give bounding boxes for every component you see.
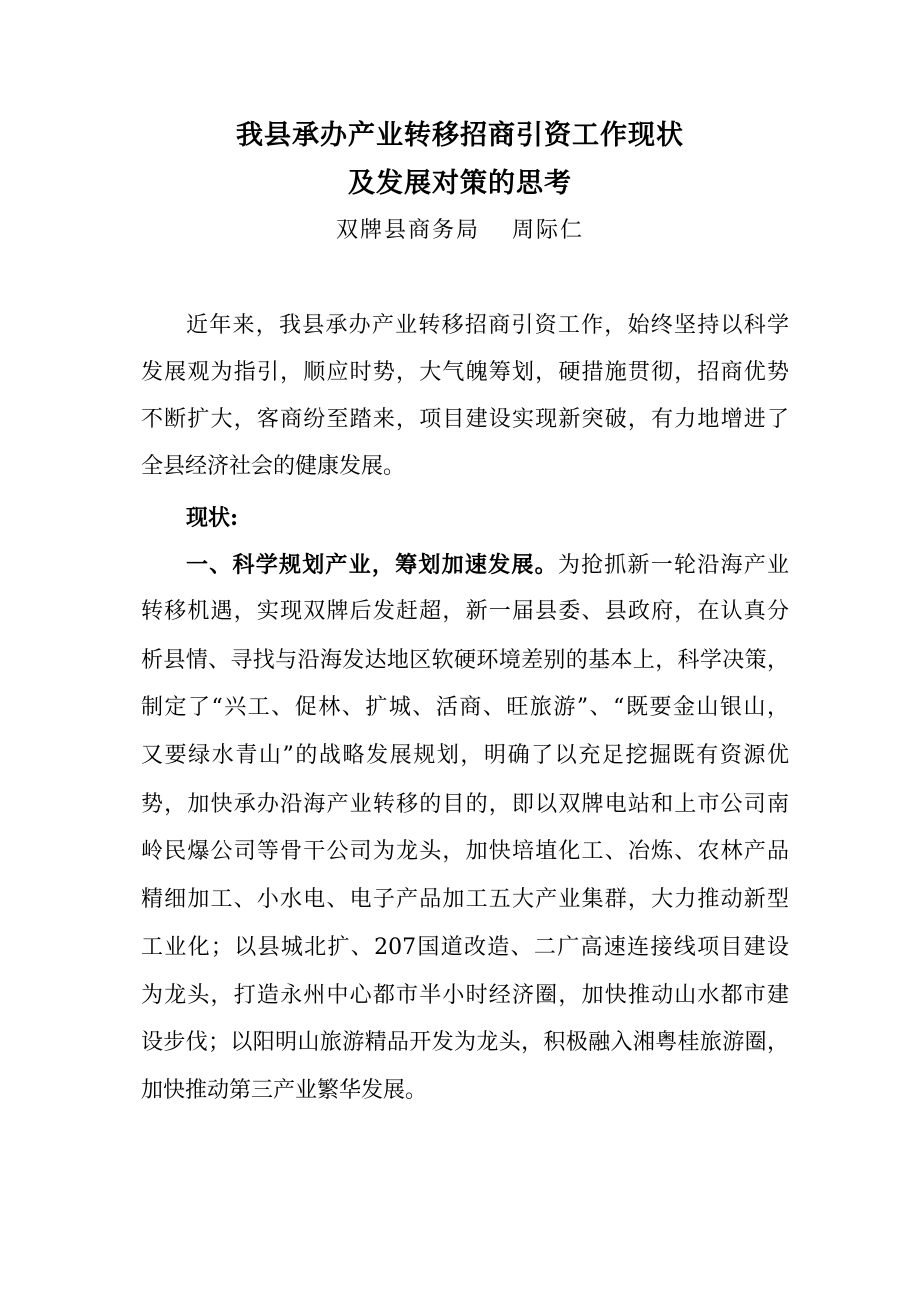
section1-first-line-text: 为抢抓新一轮沿海产业 [557,553,789,578]
section1-first-line [186,550,789,581]
author-name: 周际仁 [512,218,585,243]
author-organization: 双牌县商务局 [335,218,480,243]
section1-line: 制定了“兴工、促林、扩城、活商、旺旅游”、“既要金山银山， [141,695,789,720]
section1-line: 设步伐；以阳明山旅游精品开发为龙头，积极融入湘粤桂旅游圈， [141,1030,789,1055]
document-title-line-2: 及发展对策的思考 [348,168,572,199]
intro-line: 全县经济社会的健康发展。 [141,454,406,479]
section1-line: 工业化；以县城北扩、207国道改造、二广高速连接线项目建设 [141,935,789,960]
author-byline [0,214,920,248]
section1-line: 势，加快承办沿海产业转移的目的，即以双牌电站和上市公司南 [141,792,789,817]
section-heading: 现状: [186,505,239,531]
section1-line: 精细加工、小水电、电子产品加工五大产业集群，大力推动新型 [141,887,789,912]
intro-line: 近年来，我县承办产业转移招商引资工作，始终坚持以科学 [186,313,789,338]
document-title-line-1: 我县承办产业转移招商引资工作现状 [236,120,684,151]
section1-line: 加快推动第三产业繁华发展。 [141,1078,428,1103]
intro-line: 不断扩大，客商纷至踏来，项目建设实现新突破，有力地增进了 [141,407,789,432]
section1-line: 转移机遇，实现双牌后发赶超，新一届县委、县政府，在认真分 [141,599,789,624]
section1-heading: 一、科学规划产业，筹划加速发展。 [186,552,558,578]
section1-line: 析县情、寻找与沿海发达地区软硬环境差别的基本上，科学决策， [141,648,789,673]
section1-line: 岭民爆公司等骨干公司为龙头，加快培埴化工、冶炼、农林产品 [141,839,789,864]
section1-line: 又要绿水青山”的战略发展规划，明确了以充足挖掘既有资源优 [141,743,789,768]
section1-line: 为龙头，打造永州中心都市半小时经济圈，加快推动山水都市建 [141,983,789,1008]
intro-line: 发展观为指引，顺应时势，大气魄筹划，硬措施贯彻，招商优势 [141,360,789,385]
